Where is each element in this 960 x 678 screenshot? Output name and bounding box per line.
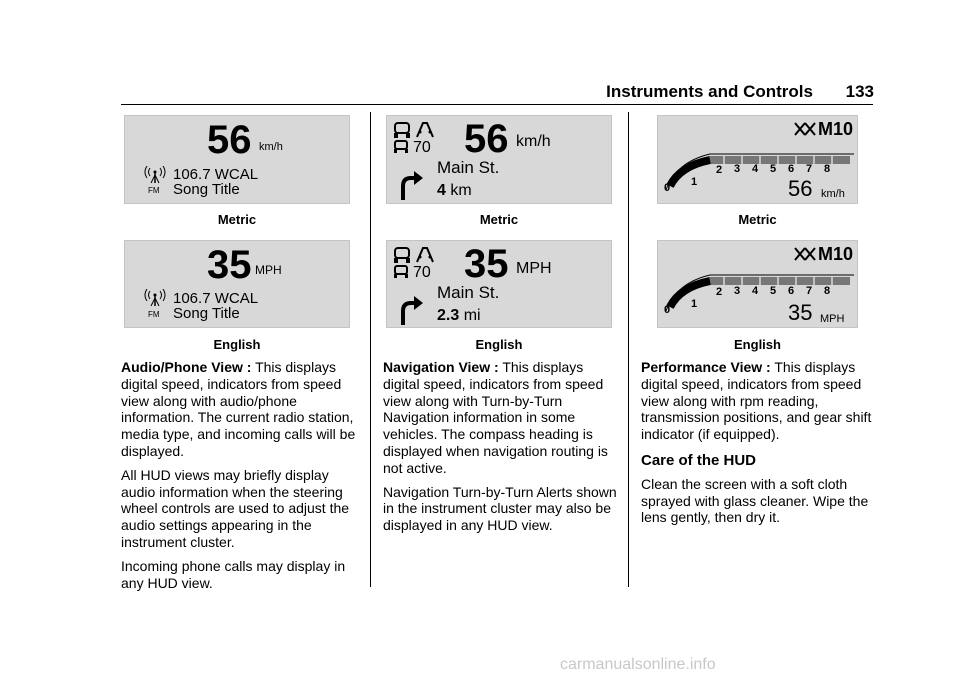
vehicle-ahead-icon: [393, 245, 439, 265]
page-number: 133: [845, 82, 874, 101]
lane-keep-icon: [393, 140, 409, 154]
term-audio-phone-view: Audio/Phone View :: [121, 359, 252, 375]
hud-nav-metric-panel: [386, 115, 612, 204]
song-title: Song Title: [173, 305, 240, 322]
shift-indicator-icon: [794, 122, 816, 136]
speed-value: 56: [207, 118, 252, 162]
street-name: Main St.: [437, 158, 500, 177]
rpm-tick-5: 5: [770, 285, 777, 297]
speed-unit: km/h: [259, 141, 283, 153]
rpm-tick-4: 4: [752, 285, 759, 297]
caption-english: English: [213, 337, 261, 352]
caption-metric: Metric: [217, 212, 257, 227]
song-title: Song Title: [173, 181, 240, 198]
lane-keep-icon: [393, 265, 409, 279]
care-text: Clean the screen with a soft cloth sprayed with glass cleaner. Wipe the lens gently, then dry it.: [641, 475, 869, 526]
speed-value: 35: [207, 243, 252, 287]
hud-audio-metric-panel: [124, 115, 350, 204]
street-name: Main St.: [437, 283, 500, 302]
caption-english: English: [734, 337, 781, 352]
nav-view-desc: This displays digital speed, indicators from speed view along with Turn-by-Turn Navigation information in some vehicles. The compass heading is displayed when navigation routing is not active.: [383, 359, 608, 476]
rpm-tick-7: 7: [806, 163, 813, 175]
speed-limit: 70: [413, 264, 431, 281]
turn-right-arrow-icon: [397, 168, 425, 202]
distance-unit: mi: [463, 307, 481, 324]
rpm-tick-8: 8: [824, 285, 831, 297]
rpm-tick-8: 8: [824, 163, 831, 175]
gear-indicator: M10: [818, 244, 854, 264]
shift-indicator-icon: [794, 247, 816, 261]
section-heading-care: Care of the HUD: [641, 451, 757, 469]
caption-english: English: [475, 337, 523, 352]
speed-value: 35: [464, 242, 509, 286]
rpm-tick-1: 1: [691, 298, 698, 310]
caption-metric: Metric: [479, 212, 519, 227]
term-performance-view: Performance View :: [641, 359, 771, 375]
speed-unit: km/h: [821, 188, 845, 200]
distance-value: 4: [437, 182, 446, 199]
audio-view-para2: All HUD views may briefly display audio information when the steering wheel controls are used to adjust the audio settings appearing in the instrument cluster.: [121, 466, 350, 550]
rpm-tick-5: 5: [770, 163, 777, 175]
rpm-tick-0: 0: [664, 182, 671, 194]
speed-value: 56: [788, 176, 813, 201]
term-navigation-view: Navigation View :: [383, 359, 499, 375]
perf-view-description: [641, 359, 876, 533]
gear-indicator: M10: [818, 119, 854, 139]
speed-unit: MPH: [255, 263, 282, 277]
hud-perf-metric-panel: [657, 115, 858, 204]
perf-view-desc: This displays digital speed, indicators from speed view along with rpm reading, transmission positions, and gear shift indicator (if equipped).: [641, 359, 872, 443]
column-divider-1: [370, 112, 371, 587]
audio-view-desc: This displays digital speed, indicators from speed view along with audio/phone information. The current radio station, media type, and incoming calls will be displayed.: [121, 359, 356, 459]
rpm-tick-2: 2: [716, 164, 723, 176]
radio-antenna-icon: [143, 289, 167, 307]
speed-value: 35: [788, 300, 813, 325]
speed-unit: MPH: [516, 260, 552, 277]
rpm-tick-3: 3: [734, 163, 741, 175]
speed-limit: 70: [413, 139, 431, 156]
nav-view-description: [383, 359, 619, 541]
rpm-tick-6: 6: [788, 163, 795, 175]
hud-nav-english-panel: [386, 240, 612, 328]
hud-audio-english-panel: [124, 240, 350, 328]
band-label: FM: [148, 186, 160, 195]
radio-antenna-icon: [143, 166, 167, 184]
speed-value: 56: [464, 117, 509, 161]
turn-right-arrow-icon: [397, 293, 425, 327]
hud-perf-english-panel: [657, 240, 858, 328]
section-title: Instruments and Controls: [606, 82, 813, 101]
speed-unit: MPH: [820, 313, 845, 325]
distance-readout: [437, 182, 472, 200]
station-label: 106.7 WCAL: [173, 290, 259, 307]
rpm-tick-6: 6: [788, 285, 795, 297]
distance-unit: km: [450, 182, 472, 199]
rpm-tick-3: 3: [734, 285, 741, 297]
distance-value: 2.3: [437, 307, 460, 324]
column-divider-2: [628, 112, 629, 587]
station-label: 106.7 WCAL: [173, 166, 259, 183]
nav-view-para2: Navigation Turn-by-Turn Alerts shown in the instrument cluster may also be displayed in any HUD view.: [383, 483, 617, 534]
rpm-tick-4: 4: [752, 163, 759, 175]
rpm-tick-7: 7: [806, 285, 813, 297]
vehicle-ahead-icon: [393, 120, 439, 140]
distance-readout: [437, 307, 481, 325]
band-label: FM: [148, 310, 160, 319]
rpm-tick-1: 1: [691, 176, 698, 188]
audio-view-description: [121, 359, 356, 598]
speed-unit: km/h: [516, 133, 551, 150]
audio-view-para3: Incoming phone calls may display in any HUD view.: [121, 557, 346, 591]
watermark: carmanualsonline.info: [560, 656, 716, 673]
rpm-tick-2: 2: [716, 286, 723, 298]
header-rule: [121, 104, 873, 105]
rpm-tick-0: 0: [664, 304, 671, 316]
caption-metric: Metric: [738, 212, 777, 227]
